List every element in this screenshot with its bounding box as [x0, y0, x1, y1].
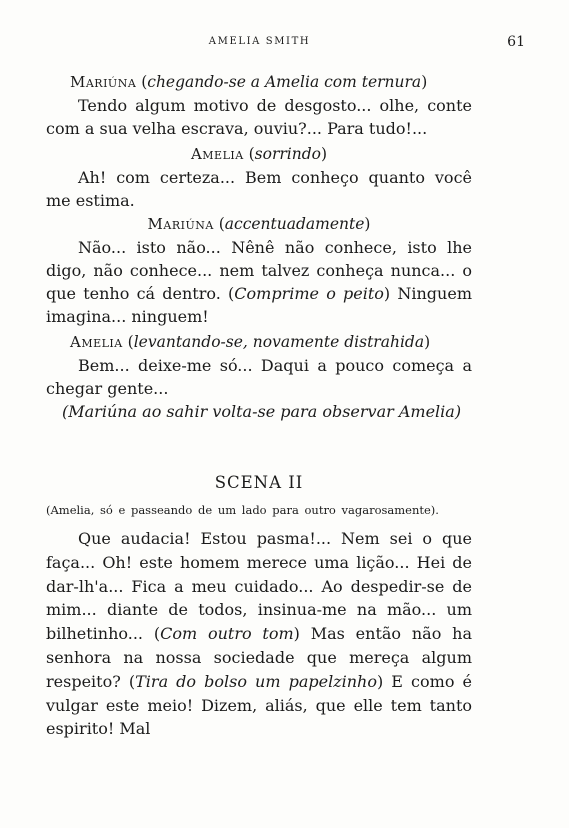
stage-direction: Mariúna ao sahir volta-se para observar Amelia: [68, 402, 455, 421]
speaker-line: Amelia (levantando-se, novamente distrahida): [70, 333, 431, 351]
stage-direction: Com outro tom: [160, 624, 294, 644]
dialogue: Tendo algum motivo de desgosto... olhe, conte com a sua velha escrava, ouviu?... Para tudo!...: [46, 96, 472, 138]
page-number: 61: [507, 34, 525, 50]
speaker-line: Mariúna (accentuadamente): [147, 215, 371, 233]
speaker-line: Amelia (sorrindo): [190, 145, 328, 163]
speaker-name: Amelia: [70, 333, 123, 351]
scene-title: SCENA II: [214, 473, 304, 492]
dialogue: Bem... deixe-me só... Daqui a pouco começa a chegar gente...: [46, 356, 472, 398]
stage-direction-line: (Mariúna ao sahir volta-se para observar Amelia): [62, 402, 462, 421]
stage-direction: Comprime o peito: [234, 284, 384, 303]
stage-direction: chegando-se a Amelia com ternura: [147, 73, 422, 91]
page-header: [46, 34, 525, 56]
dialogue: Ah! com certeza... Bem conheço quanto você me estima.: [46, 168, 472, 210]
dialogue-text: Não... isto não... Nênê não conhece, isto lhe digo, não conhece... nem talvez conheça nunca... o que tenho cá dentro.: [46, 238, 472, 303]
dialogue-text: Que audacia! Estou pasma!... Nem sei o que faça... Oh! este homem merece uma lição... Hei de dar-lh'a... Fica a meu cuidado... Ao despedir-se de mim... diante de todos, insinua-me na mão... um bilhetinho...: [46, 529, 472, 644]
stage-direction: Tira do bolso um papelzinho: [135, 671, 377, 691]
speaker-name: Mariúna: [147, 215, 214, 233]
dialogue-text: Ninguem imagina... ninguem!: [46, 284, 472, 326]
speaker-name: Amelia: [190, 145, 244, 163]
monologue: Que audacia! Estou pasma!... Nem sei o que faça... Oh! este homem merece uma lição... Hei de dar-lh'a... Fica a meu cuidado... Ao despedir-se de mim... diante de todos, insinua-me na mão... um bilhetinho... (Com outro tom) Mas então não ha senhora na nossa sociedade que mereça algum respeito? (Tira do bolso um papelzinho) E como é vulgar este meio! Dizem, aliás, que elle tem tanto espirito! Mal: [46, 529, 472, 739]
speaker-name: Mariúna: [70, 73, 137, 91]
dialogue-text: E como é vulgar este meio! Dizem, aliás, que elle tem tanto espirito! Mal: [46, 671, 472, 739]
stage-direction: levantando-se, novamente distrahida: [133, 333, 425, 351]
dialogue-text: Mas então não ha senhora na nossa sociedade que mereça algum respeito?: [46, 624, 472, 691]
speaker-line: Mariúna (chegando-se a Amelia com ternura): [70, 73, 428, 91]
stage-direction: accentuadamente: [224, 215, 365, 233]
page-body: [46, 70, 472, 741]
dialogue: Não... isto não... Nênê não conhece, isto lhe digo, não conhece... nem talvez conheça nunca... o que tenho cá dentro. (Comprime o peito) Ninguem imagina... ninguem!: [46, 238, 472, 326]
running-head: AMELIA SMITH: [208, 36, 311, 47]
scene-direction: (Amelia, só e passeando de um lado para outro vagarosamente).: [46, 503, 439, 517]
stage-direction: sorrindo: [254, 145, 321, 163]
